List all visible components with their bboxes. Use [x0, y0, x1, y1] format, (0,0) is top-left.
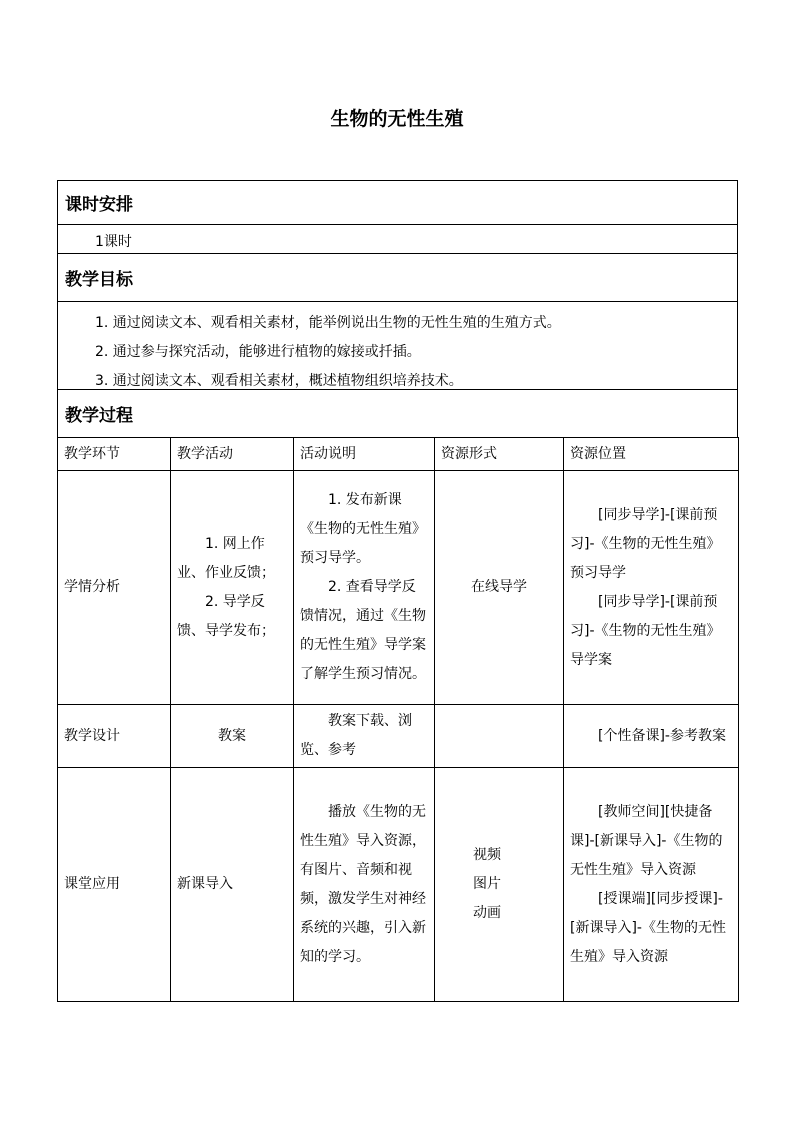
- goal-item: 3. 通过阅读文本、观看相关素材，概述植物组织培养技术。: [95, 373, 463, 389]
- section-heading-schedule: 课时安排: [57, 180, 738, 224]
- schedule-value: 1课时: [95, 234, 132, 250]
- table-row: [58, 471, 739, 705]
- location-cell: [个性备课]-参考教案: [564, 705, 739, 768]
- table-row: [58, 705, 739, 768]
- activity-cell: 新课导入: [171, 768, 294, 1002]
- column-header: 活动说明: [294, 438, 435, 471]
- description-cell: 教案下载、浏览、参考: [294, 705, 435, 768]
- goal-item: 1. 通过阅读文本、观看相关素材，能举例说出生物的无性生殖的生殖方式。: [95, 315, 561, 331]
- location-cell: [同步导学]-[课前预习]-《生物的无性生殖》预习导学 [同步导学]-[课前预习]-《生物的无性生殖》导学案: [564, 471, 739, 705]
- schedule-row: [57, 224, 738, 253]
- table-row: [58, 768, 739, 1002]
- stage-cell: 课堂应用: [58, 768, 171, 1002]
- description-cell: 播放《生物的无性生殖》导入资源，有图片、音频和视频，激发学生对神经系统的兴趣，引入新知的学习。: [294, 768, 435, 1002]
- column-header: 教学环节: [58, 438, 171, 471]
- page-title: 生物的无性生殖: [330, 108, 464, 130]
- process-table: [57, 437, 739, 1002]
- lesson-table: [57, 180, 738, 1002]
- goal-item: 2. 通过参与探究活动，能够进行植物的嫁接或扦插。: [95, 344, 421, 360]
- section-heading-goals: 教学目标: [57, 253, 738, 301]
- form-cell: 视频 图片 动画: [435, 768, 564, 1002]
- description-cell: 1. 发布新课《生物的无性生殖》预习导学。 2. 查看导学反馈情况，通过《生物的无性生殖》导学案了解学生预习情况。: [294, 471, 435, 705]
- stage-cell: 学情分析: [58, 471, 171, 705]
- table-header-row: [58, 438, 739, 471]
- column-header: 资源位置: [564, 438, 739, 471]
- goals-list: [57, 301, 738, 389]
- section-heading-process: 教学过程: [57, 389, 738, 437]
- form-cell: 在线导学: [435, 471, 564, 705]
- activity-cell: 1. 网上作业、作业反馈； 2. 导学反馈、导学发布；: [171, 471, 294, 705]
- column-header: 资源形式: [435, 438, 564, 471]
- activity-cell: 教案: [171, 705, 294, 768]
- column-header: 教学活动: [171, 438, 294, 471]
- stage-cell: 教学设计: [58, 705, 171, 768]
- form-cell: [435, 705, 564, 768]
- location-cell: [教师空间][快捷备课]-[新课导入]-《生物的无性生殖》导入资源 [授课端][同步授课]-[新课导入]-《生物的无性生殖》导入资源: [564, 768, 739, 1002]
